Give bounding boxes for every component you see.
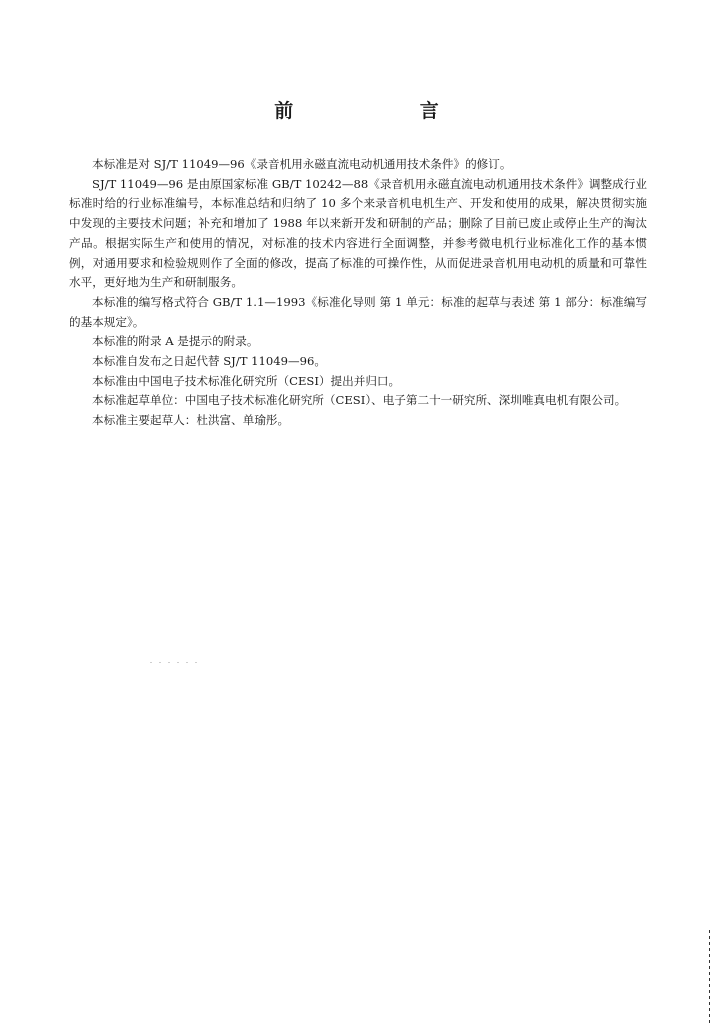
- paragraph-drafters: 本标准主要起草人：杜洪富、单瑜彤。: [92, 413, 290, 428]
- paragraph-revision-note: 本标准是对 SJ/T 11049—96《录音机用永磁直流电动机通用技术条件》的修订。: [92, 157, 512, 171]
- paragraph-replacement: 本标准自发布之日起代替 SJ/T 11049—96。: [92, 354, 326, 369]
- scan-edge-mark: [709, 930, 710, 1024]
- paragraph-proposer: 本标准由中国电子技术标准化研究所（CESI）提出并归口。: [92, 373, 401, 388]
- paragraph-drafting-units: 本标准起草单位：中国电子技术标准化研究所（CESI）、电子第二十一研究所、深圳唯真电机有限公司。: [92, 393, 627, 408]
- paragraph-appendix: 本标准的附录 A 是提示的附录。: [92, 334, 259, 349]
- page-title: 前 言: [274, 100, 499, 122]
- foreword-body: [69, 155, 647, 431]
- scan-speck: [150, 662, 200, 663]
- paragraph-format: 本标准的编写格式符合 GB/T 1.1—1993《标准化导则 第 1 单元：标准的起草与表述 第 1 部分：标准编写的基本规定》。: [69, 294, 647, 329]
- paragraph-background: SJ/T 11049—96 是由原国家标准 GB/T 10242—88《录音机用永磁直流电动机通用技术条件》调整成行业标准时给的行业标准编号，本标准总结和归纳了 10 多个来录音机电机生产、开发和使用的成果，解决贯彻实施中发现的主要技术问题；补充和增加了 1988 年以来新开发和研制的产品；删除了目前已废止或停止生产的淘汰产品。根据实际生产和使用的情况，对标准的技术内容进行全面调整，并参考微电机行业标准化工作的基本惯例，对通用要求和检验规则作了全面的修改，提高了标准的可操作性，从而促进录音机用电动机的质量和可靠性水平，更好地为生产和研制服务。: [69, 176, 647, 290]
